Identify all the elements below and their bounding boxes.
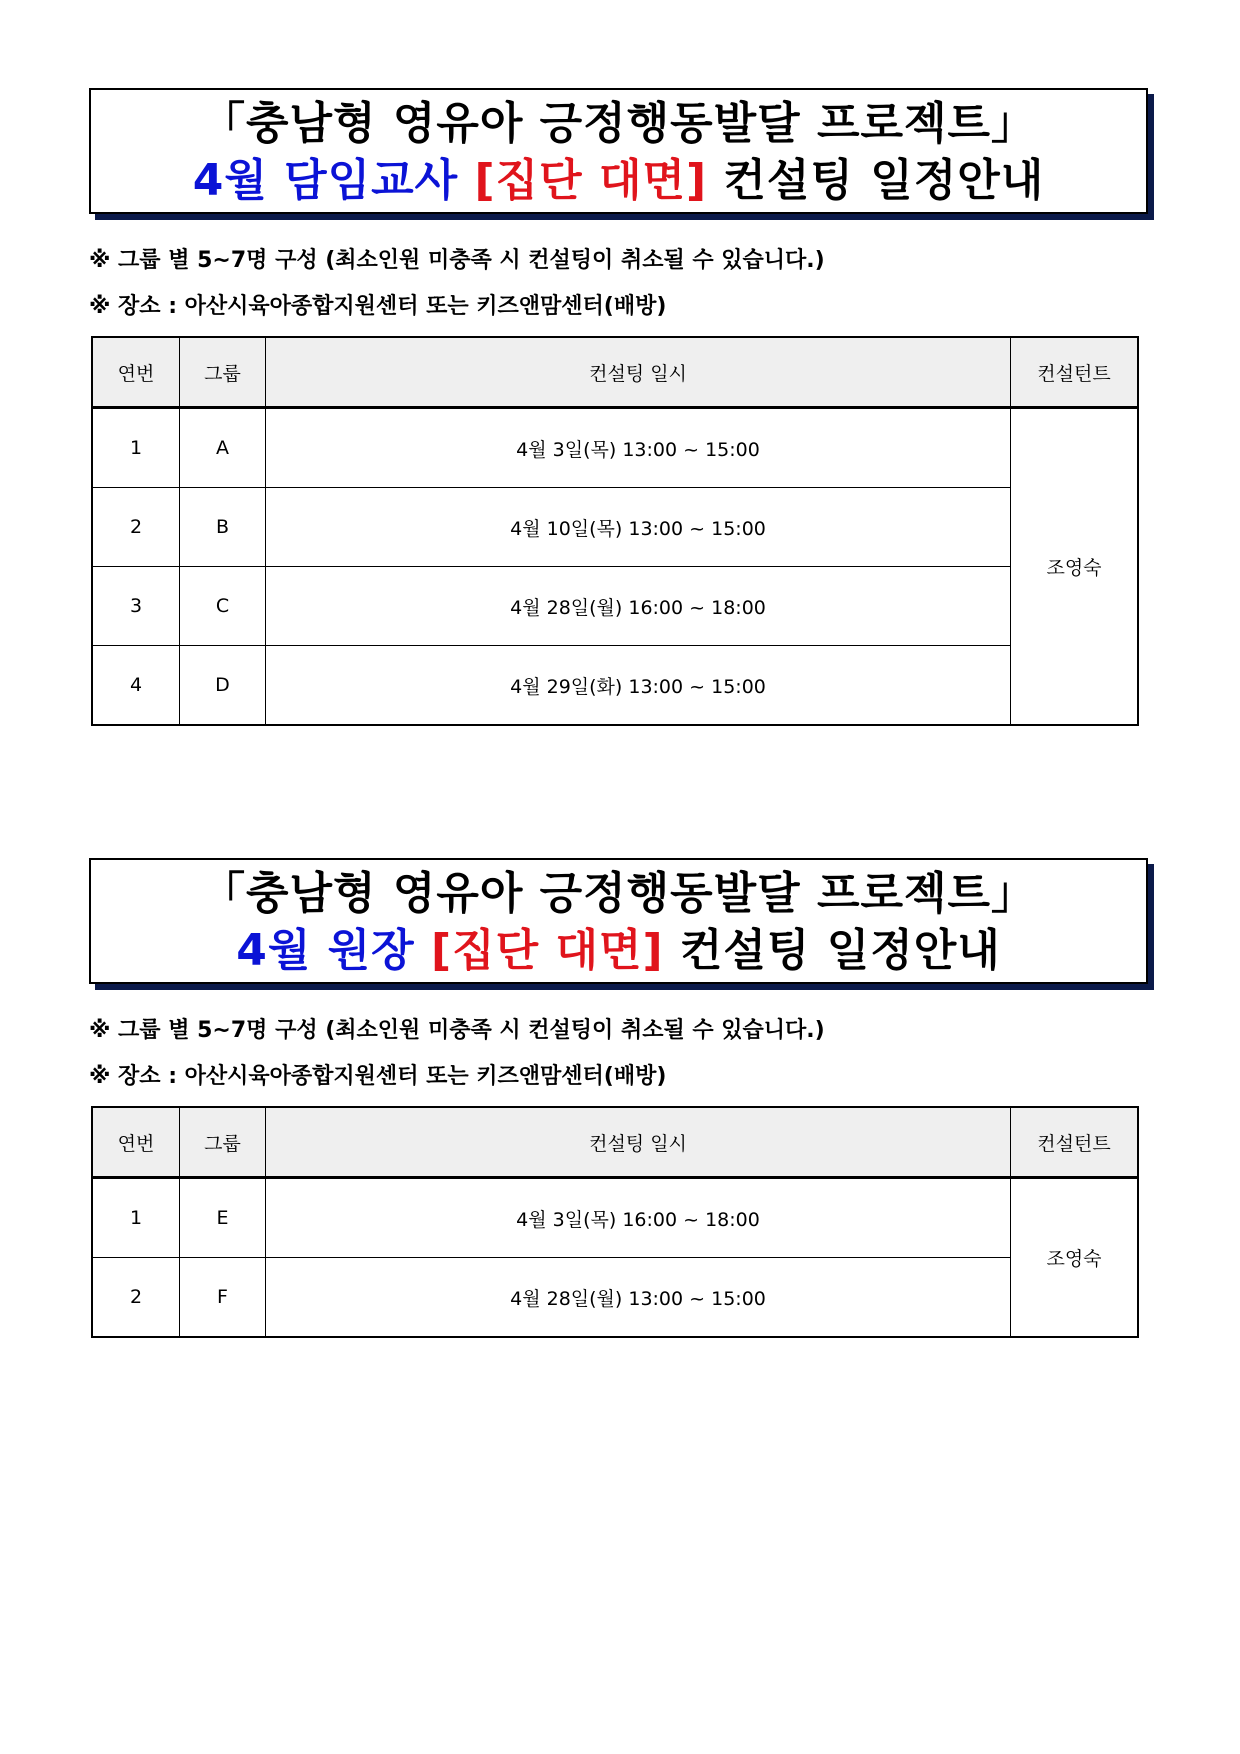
cell-no: 2 [92,488,180,567]
project-title: 「충남형 영유아 긍정행동발달 프로젝트」 [200,98,1037,149]
cell-datetime: 4월 3일(목) 13:00 ~ 15:00 [266,408,1011,488]
header-no: 연번 [92,1107,180,1178]
cell-group: D [180,646,266,726]
title-box [89,88,1148,214]
table-row [92,488,1138,567]
cell-group: C [180,567,266,646]
notes [89,1008,825,1100]
cell-no: 4 [92,646,180,726]
header-consultant: 컨설턴트 [1011,337,1139,408]
title-box [89,858,1148,984]
header-group: 그룹 [180,337,266,408]
cell-datetime: 4월 28일(월) 13:00 ~ 15:00 [266,1258,1011,1338]
title-month-target: 4월 원장 [236,925,415,976]
schedule-title [91,922,1146,980]
note-group-size: ※ 그룹 별 5~7명 구성 (최소인원 미충족 시 컨설팅이 취소될 수 있습니다.) [89,248,825,273]
header-datetime: 컨설팅 일시 [266,337,1011,408]
schedule-table [91,336,1139,726]
schedule-table [91,1106,1139,1338]
table-row [92,646,1138,726]
header-group: 그룹 [180,1107,266,1178]
project-title: 「충남형 영유아 긍정행동발달 프로젝트」 [200,868,1037,919]
table-header-row [92,337,1138,408]
cell-no: 3 [92,567,180,646]
cell-group: B [180,488,266,567]
title-suffix: 컨설팅 일정안내 [679,925,1001,976]
table-header-row [92,1107,1138,1178]
title-suffix: 컨설팅 일정안내 [723,155,1045,206]
notes [89,238,825,330]
title-format: [집단 대면] [474,155,708,206]
note-group-size: ※ 그룹 별 5~7명 구성 (최소인원 미충족 시 컨설팅이 취소될 수 있습니다.) [89,1018,825,1043]
note-location: ※ 장소 : 아산시육아종합지원센터 또는 키즈앤맘센터(배방) [89,1064,667,1089]
cell-datetime: 4월 29일(화) 13:00 ~ 15:00 [266,646,1011,726]
cell-group: E [180,1178,266,1258]
cell-consultant: 조영숙 [1011,408,1139,726]
cell-datetime: 4월 3일(목) 16:00 ~ 18:00 [266,1178,1011,1258]
schedule-title [91,152,1146,210]
cell-consultant: 조영숙 [1011,1178,1139,1338]
title-month-target: 4월 담임교사 [192,155,459,206]
header-no: 연번 [92,337,180,408]
cell-no: 1 [92,1178,180,1258]
cell-group: F [180,1258,266,1338]
title-format: [집단 대면] [431,925,664,976]
cell-no: 2 [92,1258,180,1338]
cell-datetime: 4월 28일(월) 16:00 ~ 18:00 [266,567,1011,646]
table-row [92,1258,1138,1338]
cell-group: A [180,408,266,488]
header-datetime: 컨설팅 일시 [266,1107,1011,1178]
table-row [92,567,1138,646]
cell-datetime: 4월 10일(목) 13:00 ~ 15:00 [266,488,1011,567]
table-row [92,1178,1138,1258]
note-location: ※ 장소 : 아산시육아종합지원센터 또는 키즈앤맘센터(배방) [89,294,667,319]
cell-no: 1 [92,408,180,488]
table-row [92,408,1138,488]
header-consultant: 컨설턴트 [1011,1107,1139,1178]
